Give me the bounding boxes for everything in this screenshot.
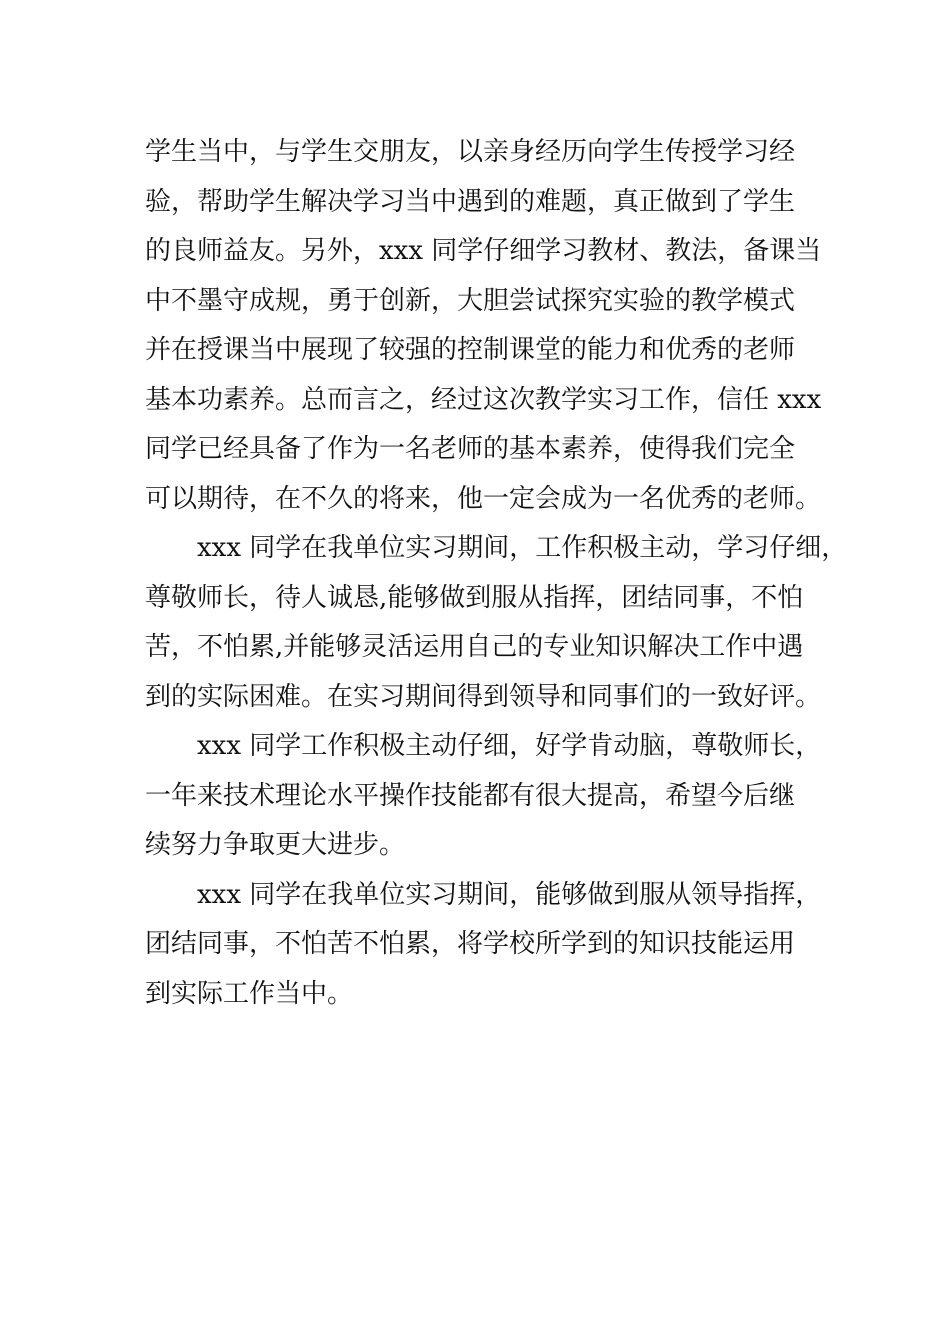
paragraph-3: [145, 722, 822, 871]
text-line: 一年来技术理论水平操作技能都有很大提高，希望今后继: [145, 780, 796, 811]
text-line: 同学已经具备了作为一名老师的基本素养，使得我们完全: [145, 434, 796, 464]
text-line: 并在授课当中展现了较强的控制课堂的能力和优秀的老师: [145, 335, 796, 365]
paragraph-1: [145, 128, 822, 524]
text-line: 基本功素养。总而言之，经过这次教学实习工作，信任 xxx: [145, 384, 822, 415]
text-line: 验，帮助学生解决学习当中遇到的难题，真正做到了学生: [145, 186, 796, 217]
text-line: 的良师益友。另外，xxx 同学仔细学习教材、教法，备课当: [145, 236, 822, 266]
text-line: xxx 同学在我单位实习期间，能够做到服从领导指挥，: [197, 879, 822, 910]
text-line: xxx 同学在我单位实习期间，工作积极主动，学习仔细，: [197, 533, 848, 563]
paragraph-2: [145, 524, 848, 722]
text-line: 学生当中，与学生交朋友，以亲身经历向学生传授学习经: [145, 137, 796, 167]
text-line: 尊敬师长，待人诚恳,能够做到服从指挥，团结同事，不怕: [145, 582, 804, 613]
text-line: 到的实际困难。在实习期间得到领导和同事们的一致好评。: [145, 681, 822, 712]
text-line: 团结同事，不怕苦不怕累，将学校所学到的知识技能运用: [145, 929, 796, 959]
text-line: 续努力争取更大进步。: [145, 830, 406, 860]
document-body: [145, 128, 848, 1019]
paragraph-4: [145, 871, 822, 1020]
text-line: xxx 同学工作积极主动仔细，好学肯动脑，尊敬师长，: [197, 731, 822, 761]
text-line: 到实际工作当中。: [145, 978, 354, 1009]
text-line: 可以期待，在不久的将来，他一定会成为一名优秀的老师。: [145, 483, 822, 514]
text-line: 中不墨守成规，勇于创新，大胆尝试探究实验的教学模式: [145, 285, 796, 316]
text-line: 苦，不怕累,并能够灵活运用自己的专业知识解决工作中遇: [145, 632, 804, 662]
